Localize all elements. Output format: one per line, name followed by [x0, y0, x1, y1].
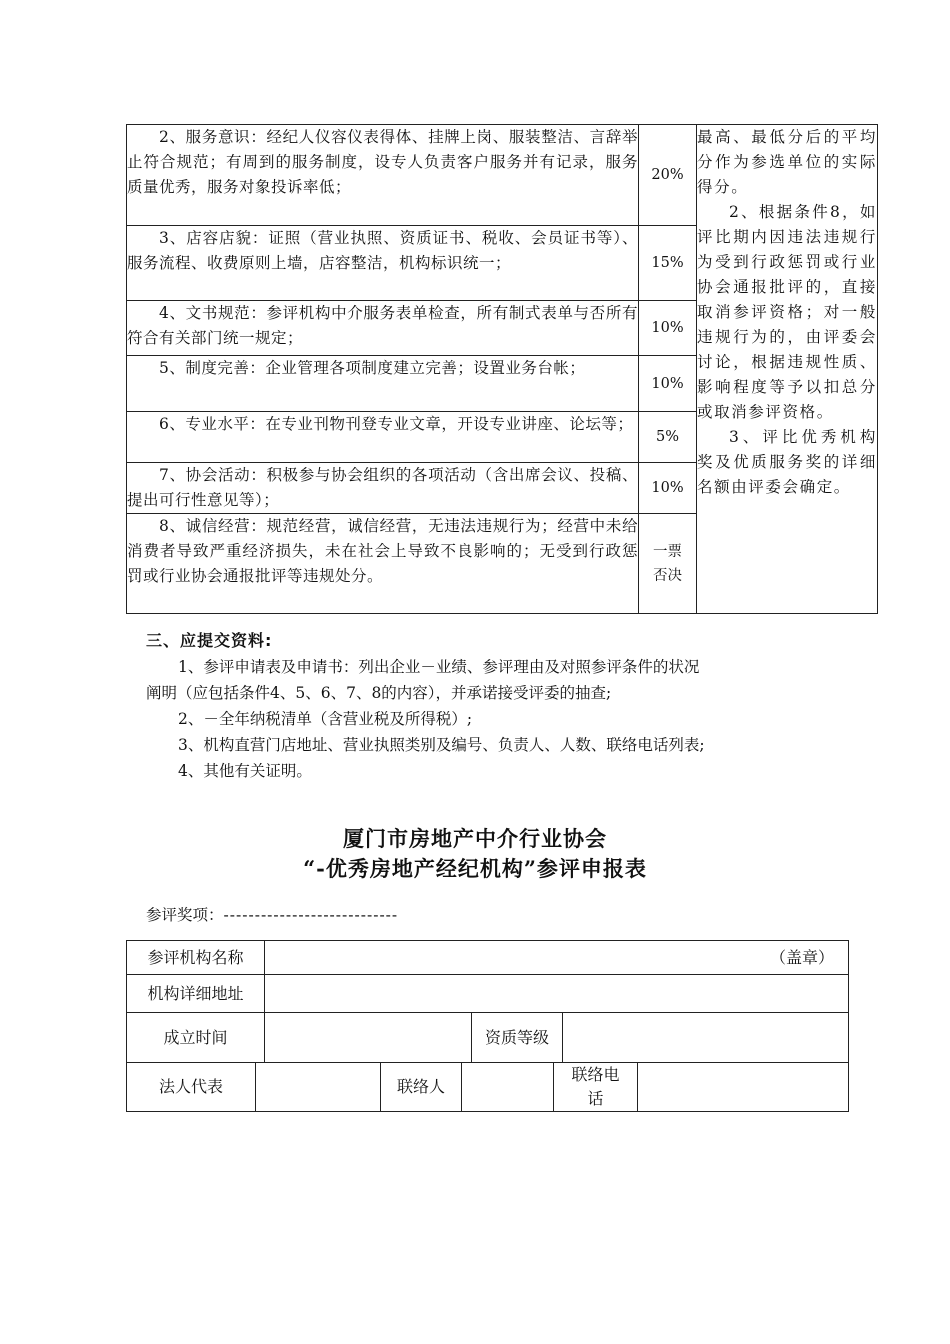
criteria-weight: 10%: [639, 301, 697, 356]
list-item: 3、机构直营门店地址、营业执照类别及编号、负责人、人数、联络电话列表;: [178, 736, 705, 754]
criteria-text: 5、制度完善：企业管理各项制度建立完善；设置业务台帐；: [127, 356, 639, 412]
form-row-contacts: [127, 1063, 848, 1111]
note-paragraph: 2、根据条件8，如评比期内因违法违规行为受到行政惩罚或行业协会通报批评的，直接取消参评资格；对一般违规行为的，由评委会讨论，根据违规性质、影响程度等予以扣总分或取消参评资格。: [697, 203, 877, 421]
submission-list: [146, 654, 846, 784]
criteria-weight: 20%: [639, 125, 697, 226]
award-field: [146, 903, 398, 925]
list-item: 2、－全年纳税清单（含营业税及所得税）;: [178, 710, 473, 728]
form-title: 厦门市房地产中介行业协会: [343, 826, 607, 851]
evaluation-notes: [697, 125, 878, 614]
note-paragraph: 3、评比优秀机构奖及优质服务奖的详细名额由评委会确定。: [697, 428, 877, 496]
form-row-org-name: [127, 941, 848, 975]
criteria-text: 6、专业水平：在专业刊物刊登专业文章，开设专业讲座、论坛等；: [127, 412, 639, 463]
founded-label: 成立时间: [127, 1013, 265, 1062]
criteria-weight: 5%: [639, 412, 697, 463]
list-item: 1、参评申请表及申请书：列出企业－业绩、参评理由及对照参评条件的状况: [178, 658, 700, 676]
list-item: 阐明（应包括条件4、5、6、7、8的内容），并承诺接受评委的抽查;: [146, 684, 612, 702]
org-name-label: 参评机构名称: [127, 941, 265, 974]
criteria-text: 7、协会活动：积极参与协会组织的各项活动（含出席会议、投稿、提出可行性意见等）；: [127, 463, 639, 514]
qualification-field[interactable]: [563, 1013, 848, 1062]
address-label: 机构详细地址: [127, 975, 265, 1012]
qualification-label: 资质等级: [472, 1013, 563, 1062]
criteria-table: [126, 124, 878, 614]
criteria-text: 4、文书规范：参评机构中介服务表单检查，所有制式表单与否所有符合有关部门统一规定；: [127, 301, 639, 356]
criteria-weight: 15%: [639, 226, 697, 301]
seal-note: （盖章）: [769, 947, 834, 967]
criteria-text: 2、服务意识：经纪人仪容仪表得体、挂牌上岗、服装整洁、言辞举止符合规范；有周到的服务制度，设专人负责客户服务并有记录，服务质量优秀，服务对象投诉率低；: [127, 125, 639, 226]
application-form: [126, 940, 849, 1112]
legal-rep-field[interactable]: [256, 1063, 381, 1111]
note-paragraph: 最高、最低分后的平均分作为参选单位的实际得分。: [697, 128, 877, 196]
criteria-row: [127, 125, 878, 226]
criteria-weight: 10%: [639, 356, 697, 412]
form-row-founded: [127, 1013, 848, 1063]
section-heading: 三、应提交资料:: [146, 631, 273, 650]
phone-label: 联络电话: [554, 1063, 638, 1111]
contact-field[interactable]: [462, 1063, 554, 1111]
criteria-text: 8、诚信经营：规范经营，诚信经营，无违法违规行为；经营中未给消费者导致严重经济损失，未在社会上导致不良影响的；无受到行政惩罚或行业协会通报批评等违规处分。: [127, 514, 639, 614]
form-row-address: [127, 975, 848, 1013]
phone-field[interactable]: [638, 1063, 848, 1111]
address-field[interactable]: [265, 975, 848, 1012]
legal-rep-label: 法人代表: [127, 1063, 256, 1111]
award-blank[interactable]: ----------------------------: [223, 906, 399, 924]
criteria-text: 3、店容店貌：证照（营业执照、资质证书、税收、会员证书等）、服务流程、收费原则上墙，店容整洁，机构标识统一；: [127, 226, 639, 301]
form-subtitle: “-优秀房地产经纪机构”参评申报表: [303, 856, 647, 881]
contact-label: 联络人: [381, 1063, 462, 1111]
founded-field[interactable]: [265, 1013, 472, 1062]
criteria-weight: 10%: [639, 463, 697, 514]
award-label: 参评奖项：: [146, 906, 224, 924]
list-item: 4、其他有关证明。: [178, 762, 312, 780]
criteria-weight: 一票否决: [639, 514, 697, 614]
org-name-field[interactable]: [265, 941, 848, 974]
